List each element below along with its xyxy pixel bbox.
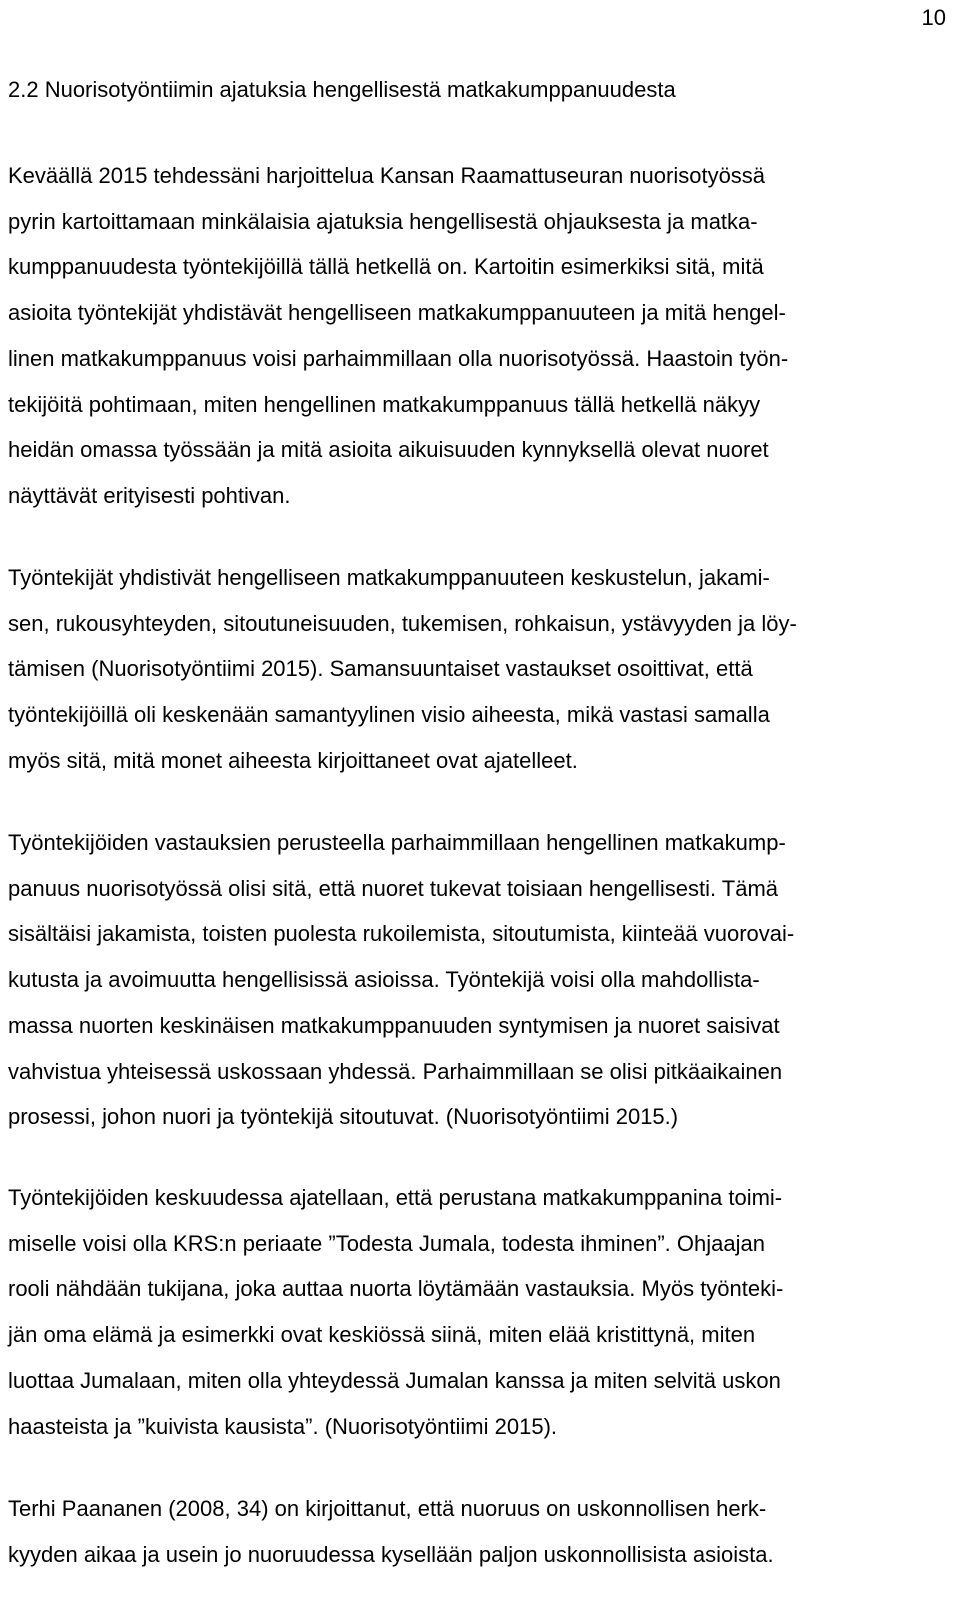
- paragraph-1: Keväällä 2015 tehdessäni harjoittelua Kansan Raamattuseuran nuorisotyössä pyrin kartoittamaan minkälaisia ajatuksia hengellisestä ohjauksesta ja matka- kumppanuudesta työntekijöillä tällä hetkellä on. Kartoitin esimerkiksi sitä, mitä asioita työntekijät yhdistävät hengelliseen matkakumppanuuteen ja mitä hengel- linen matkakumppanuus voisi parhaimmillaan olla nuorisotyössä. Haastoin työn- tekijöitä pohtimaan, miten hengellinen matkakumppanuus tällä hetkellä näkyy heidän omassa työssään ja mitä asioita aikuisuuden kynnyksellä olevat nuoret näyttävät erityisesti pohtivan.: [8, 163, 789, 508]
- paragraph-2: Työntekijät yhdistivät hengelliseen matkakumppanuuteen keskustelun, jakami- sen, rukousyhteyden, sitoutuneisuuden, tukemisen, rohkaisun, ystävyyden ja löy- tämisen (Nuorisotyöntiimi 2015). Samansuuntaiset vastaukset osoittivat, että työntekijöillä oli keskenään samantyylinen visio aiheesta, mikä vastasi samalla myös sitä, mitä monet aiheesta kirjoittaneet ovat ajatelleet.: [8, 565, 797, 773]
- paragraph-3: Työntekijöiden vastauksien perusteella parhaimmillaan hengellinen matkakump- panuus nuorisotyössä olisi sitä, että nuoret tukevat toisiaan hengellisesti. Tämä sisältäisi jakamista, toisten puolesta rukoilemista, sitoutumista, kiinteää vuorovai- kutusta ja avoimuutta hengellisissä asioissa. Työntekijä voisi olla mahdollista- massa nuorten keskinäisen matkakumppanuuden syntymisen ja nuoret saisivat vahvistua yhteisessä uskossaan yhdessä. Parhaimmillaan se olisi pitkäaikainen prosessi, johon nuori ja työntekijä sitoutuvat. (Nuorisotyöntiimi 2015.): [8, 830, 795, 1130]
- page-number: 10: [921, 5, 946, 30]
- paragraph-5: Terhi Paananen (2008, 34) on kirjoittanut, että nuoruus on uskonnollisen herk- kyyden aikaa ja usein jo nuoruudessa kysellään paljon uskonnollisista asioista.: [8, 1496, 774, 1567]
- section-heading: 2.2 Nuorisotyöntiimin ajatuksia hengellisestä matkakumppanuudesta: [8, 77, 676, 102]
- paragraph-4: Työntekijöiden keskuudessa ajatellaan, että perustana matkakumppanina toimi- miselle voisi olla KRS:n periaate ”Todesta Jumala, todesta ihminen”. Ohjaajan rooli nähdään tukijana, joka auttaa nuorta löytämään vastauksia. Myös työnteki- jän oma elämä ja esimerkki ovat keskiössä siinä, miten elää kristittynä, miten luottaa Jumalaan, miten olla yhteydessä Jumalan kanssa ja miten selvitä uskon haasteista ja ”kuivista kausista”. (Nuorisotyöntiimi 2015).: [8, 1185, 784, 1439]
